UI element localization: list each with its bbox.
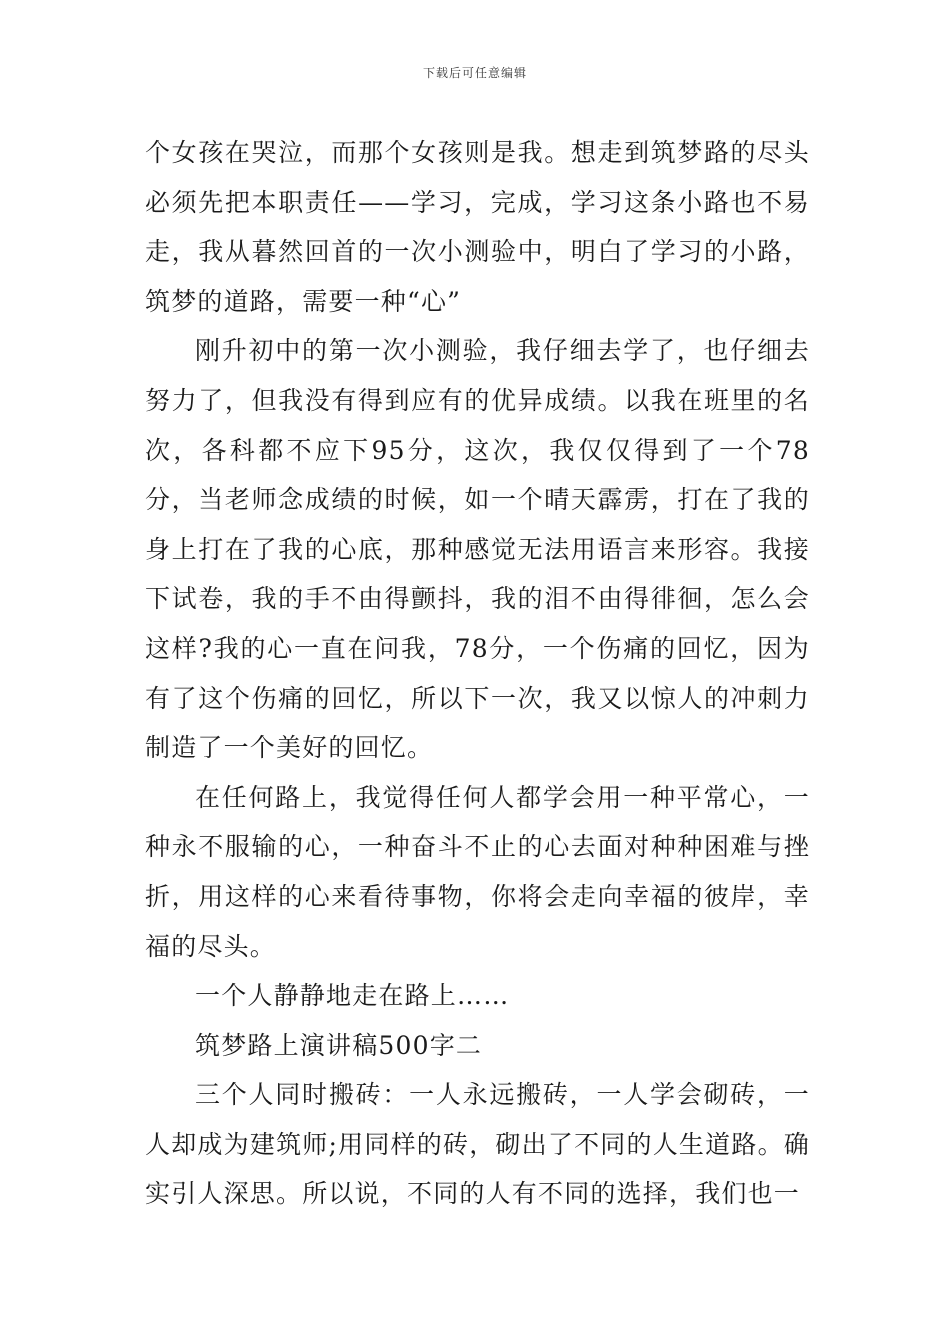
header-note: 下载后可任意编辑 xyxy=(422,66,527,80)
paragraph-5: 三个人同时搬砖：一人永远搬砖，一人学会砌砖，一人却成为建筑师;用同样的砖，砌出了不同的人生道路。确实引人深思。所以说，不同的人有不同的选择，我们也一 xyxy=(145,1080,810,1209)
paragraph-2: 刚升初中的第一次小测验，我仔细去学了，也仔细去努力了，但我没有得到应有的优异成绩。以我在班里的名次，各科都不应下95分，这次，我仅仅得到了一个78分，当老师念成绩的时候，如一个晴天霹雳，打在了我的身上打在了我的心底，那种感觉无法用语言来形容。我接下试卷，我的手不由得颤抖，我的泪不由得徘徊，怎么会这样?我的心一直在问我，78分，一个伤痛的回忆，因为有了这个伤痛的回忆，所以下一次，我又以惊人的冲刺力制造了一个美好的回忆。 xyxy=(145,336,810,763)
document-body xyxy=(145,128,810,1219)
paragraph-1: 个女孩在哭泣，而那个女孩则是我。想走到筑梦路的尽头必须先把本职责任——学习，完成，学习这条小路也不易走，我从暮然回首的一次小测验中，明白了学习的小路，筑梦的道路，需要一种“心” xyxy=(145,138,810,316)
section-heading: 筑梦路上演讲稿500字二 xyxy=(195,1030,483,1060)
paragraph-3: 在任何路上，我觉得任何人都学会用一种平常心，一种永不服输的心，一种奋斗不止的心去面对种种困难与挫折，用这样的心来看待事物，你将会走向幸福的彼岸，幸福的尽头。 xyxy=(145,782,810,961)
paragraph-4: 一个人静静地走在路上…… xyxy=(195,981,510,1011)
